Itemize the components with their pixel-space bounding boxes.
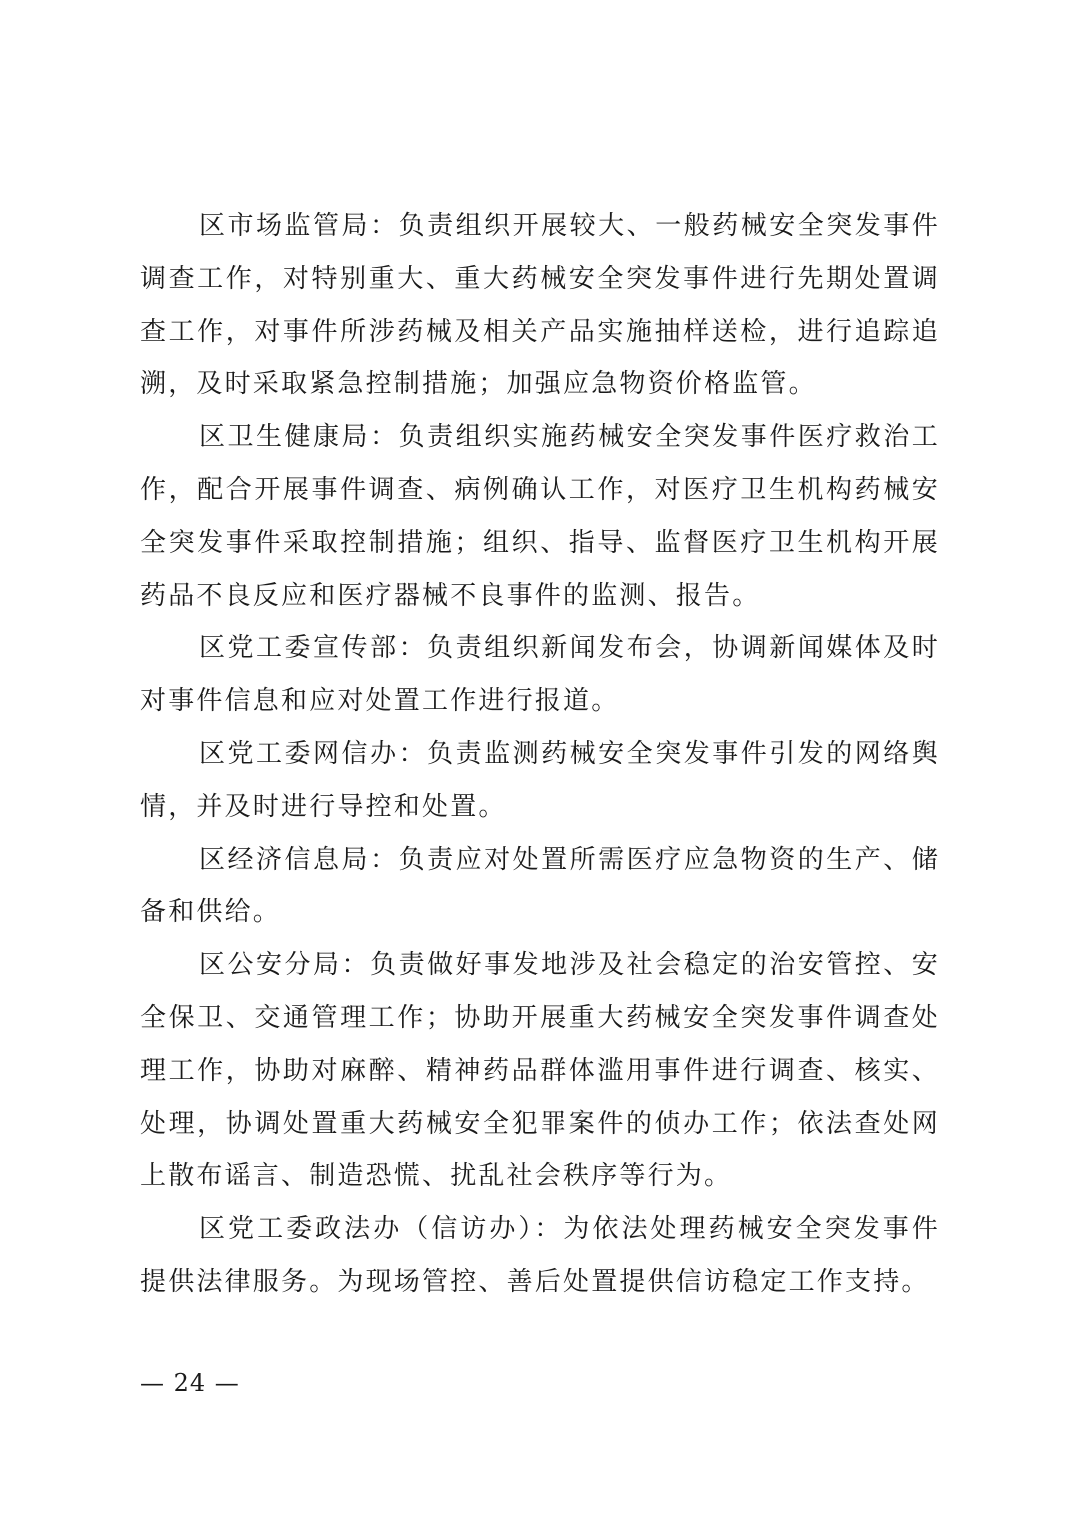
body-text: [140, 200, 940, 1309]
paragraph-market-supervision: 区市场监管局：负责组织开展较大、一般药械安全突发事件调查工作，对特别重大、重大药械安全突发事件进行先期处置调查工作，对事件所涉药械及相关产品实施抽样送检，进行追踪追溯，及时采取紧急控制措施；加强应急物资价格监管。: [140, 211, 940, 400]
paragraph-publicity-department: 区党工委宣传部：负责组织新闻发布会，协调新闻媒体及时对事件信息和应对处置工作进行报道。: [140, 633, 940, 717]
paragraph-health-bureau: 区卫生健康局：负责组织实施药械安全突发事件医疗救治工作，配合开展事件调查、病例确认工作，对医疗卫生机构药械安全突发事件采取控制措施；组织、指导、监督医疗卫生机构开展药品不良反应和医疗器械不良事件的监测、报告。: [140, 422, 940, 611]
page-number: — 24 —: [140, 1369, 240, 1397]
paragraph-public-security-bureau: 区公安分局：负责做好事发地涉及社会稳定的治安管控、安全保卫、交通管理工作；协助开展重大药械安全突发事件调查处理工作，协助对麻醉、精神药品群体滥用事件进行调查、核实、处理，协调处置重大药械安全犯罪案件的侦办工作；依法查处网上散布谣言、制造恐慌、扰乱社会秩序等行为。: [140, 950, 940, 1192]
paragraph-cyberspace-office: 区党工委网信办：负责监测药械安全突发事件引发的网络舆情，并及时进行导控和处置。: [140, 738, 940, 822]
paragraph-political-legal-office: 区党工委政法办（信访办）：为依法处理药械安全突发事件提供法律服务。为现场管控、善后处置提供信访稳定工作支持。: [140, 1214, 940, 1297]
paragraph-economic-information-bureau: 区经济信息局：负责应对处置所需医疗应急物资的生产、储备和供给。: [140, 844, 940, 928]
